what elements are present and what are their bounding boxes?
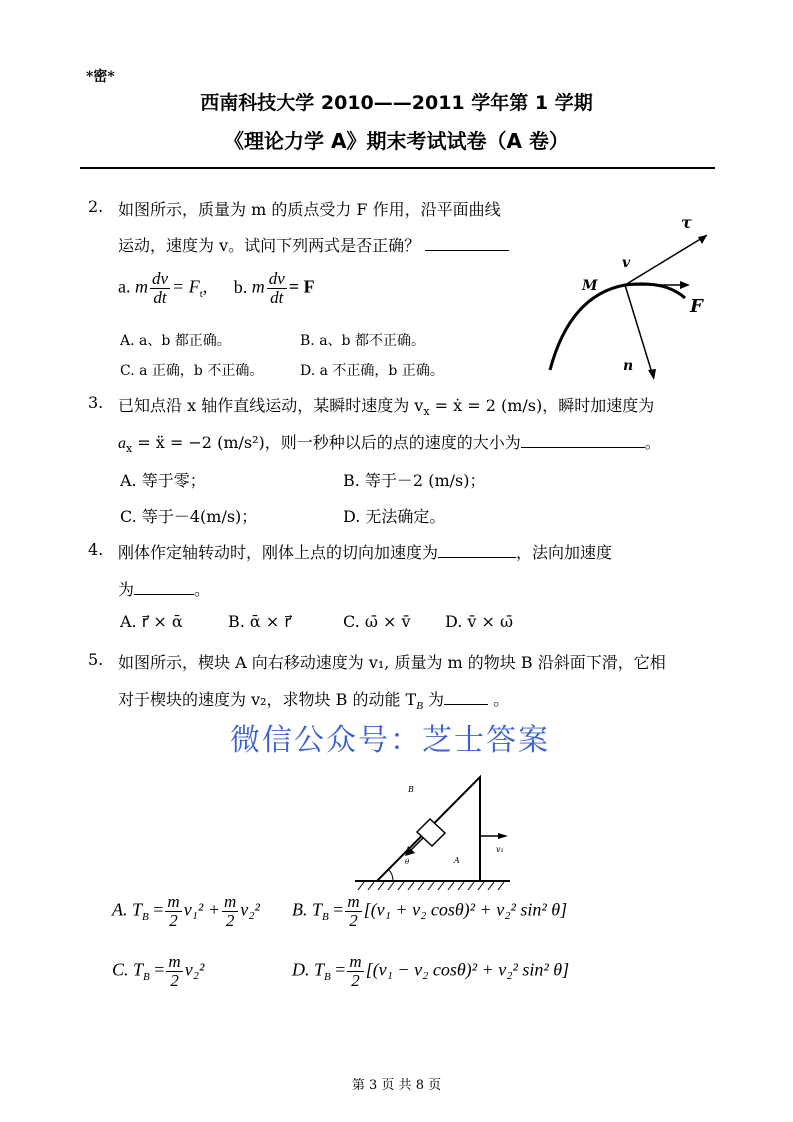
- answer-blank[interactable]: [134, 580, 194, 595]
- text: ，法向加速度: [516, 543, 613, 562]
- v1-label: v₁: [496, 845, 504, 854]
- question-text: [118, 393, 654, 418]
- text: = ẍ = −2 (m/s²)，则一秒种以后的点的速度的大小为: [132, 433, 521, 452]
- label: B. T: [292, 899, 323, 920]
- option-c[interactable]: C. 等于－4(m/s)；: [120, 507, 258, 526]
- option-b[interactable]: [292, 893, 567, 930]
- f-label: F: [690, 296, 703, 317]
- label: b.: [233, 276, 248, 297]
- text: 为: [118, 580, 135, 599]
- question-text: 如图所示，质量为 m 的质点受力 F 作用，沿平面曲线: [118, 200, 501, 219]
- text: 已知点沿 x 轴作直线运动，某瞬时速度为 v: [118, 396, 424, 415]
- answer-blank[interactable]: [425, 236, 509, 251]
- sub: x: [126, 442, 133, 456]
- option-a[interactable]: A. a、b 都正确。: [120, 333, 231, 349]
- tau-label: τ: [681, 213, 692, 232]
- rhs: = F: [288, 276, 315, 297]
- option-a[interactable]: A. r⃗ × ᾱ: [120, 612, 183, 631]
- block-b-label: B: [408, 785, 414, 794]
- expr: [(v₁ − v₂ cosθ)² + v₂² sin² θ]: [365, 959, 570, 980]
- curve-force-diagram: [540, 210, 720, 385]
- fraction: [347, 953, 363, 990]
- text: a: [118, 435, 126, 452]
- denominator: dt: [153, 288, 167, 307]
- formula-a: [118, 270, 315, 307]
- text: 。: [488, 690, 510, 709]
- numerator: dv: [268, 269, 285, 288]
- option-b[interactable]: B. a、b 都不正确。: [300, 333, 425, 349]
- fraction: [165, 893, 181, 930]
- question-number: 3.: [88, 393, 104, 412]
- numerator: m: [168, 952, 181, 971]
- denominator: 2: [170, 971, 179, 990]
- text: 运动，速度为 v。试问下列两式是否正确？: [118, 236, 421, 255]
- label: D. T: [292, 959, 325, 980]
- eq: =: [149, 959, 165, 980]
- question-text: [118, 687, 509, 712]
- secret-mark: *密*: [86, 69, 115, 85]
- option-d[interactable]: D. 无法确定。: [343, 507, 446, 526]
- numerator: m: [347, 892, 360, 911]
- numerator: m: [223, 892, 237, 911]
- question-text: [118, 233, 509, 256]
- text: 。: [194, 580, 211, 599]
- question-number: 5.: [88, 650, 104, 669]
- denominator: 2: [225, 911, 235, 930]
- expr: v₁² +: [183, 899, 220, 920]
- option-d[interactable]: D. v̄ × ω̄: [445, 612, 514, 631]
- option-c[interactable]: C. ω̄ × v̄: [343, 612, 411, 631]
- sub: x: [423, 405, 430, 419]
- numerator: m: [167, 892, 180, 911]
- exam-subtitle: 《理论力学 A》期末考试试卷（A 卷）: [224, 129, 569, 153]
- expr: v₂²: [184, 959, 205, 980]
- question-text: [118, 430, 661, 455]
- sub: B: [143, 971, 150, 984]
- wedge-a-label: A: [454, 856, 460, 865]
- theta-label: θ: [405, 858, 410, 866]
- n-label: n: [623, 358, 634, 374]
- option-d[interactable]: [292, 953, 569, 990]
- fraction: [345, 893, 361, 930]
- question-number: 2.: [88, 197, 104, 216]
- option-a[interactable]: A. 等于零；: [120, 471, 206, 490]
- eq: =: [330, 959, 346, 980]
- fraction: [150, 270, 170, 307]
- label: A. T: [112, 899, 143, 920]
- fraction: [267, 270, 287, 307]
- question-text: 如图所示，楔块 A 向右移动速度为 v₁, 质量为 m 的物块 B 沿斜面下滑，它相: [118, 653, 666, 672]
- numerator: m: [349, 952, 362, 971]
- label: C. T: [112, 959, 144, 980]
- m: m: [135, 276, 148, 297]
- text: = ẋ = 2 (m/s)，瞬时加速度为: [429, 396, 655, 415]
- expr: [(v₁ + v₂ cosθ)² + v₂² sin² θ]: [363, 899, 568, 920]
- text: 对于楔块的速度为 v₂，求物块 B 的动能 T: [118, 690, 417, 709]
- denominator: 2: [169, 911, 178, 930]
- m-point-label: M: [582, 278, 598, 294]
- page-footer: 第 3 页 共 8 页: [351, 1078, 442, 1093]
- sub: B: [322, 911, 329, 924]
- sub: B: [142, 911, 149, 924]
- v-label: v: [622, 255, 631, 271]
- question-number: 4.: [88, 540, 104, 559]
- denominator: 2: [351, 971, 360, 990]
- option-d[interactable]: D. a 不正确，b 正确。: [300, 363, 444, 379]
- answer-blank[interactable]: [438, 543, 516, 558]
- question-text: [118, 577, 210, 600]
- sub: B: [324, 971, 331, 984]
- text: 为: [422, 690, 445, 709]
- numerator: dv: [152, 269, 169, 288]
- m: m: [251, 276, 265, 297]
- option-b[interactable]: B. 等于－2 (m/s)；: [343, 471, 486, 490]
- sub: t: [199, 288, 203, 301]
- option-b[interactable]: B. ᾱ × r⃗: [228, 612, 291, 631]
- wedge-diagram: [350, 770, 520, 890]
- option-c[interactable]: [112, 953, 204, 990]
- fraction: [166, 953, 182, 990]
- rhs: = F: [172, 276, 200, 297]
- page-title: 西南科技大学 2010——2011 学年第 1 学期: [200, 92, 593, 114]
- eq: =: [148, 899, 164, 920]
- text: 刚体作定轴转动时，刚体上点的切向加速度为: [118, 543, 439, 562]
- label: a.: [118, 276, 131, 297]
- answer-blank[interactable]: [521, 433, 645, 448]
- text: 。: [644, 433, 661, 452]
- comma: ,: [202, 276, 208, 297]
- denominator: dt: [270, 288, 284, 307]
- question-text: [118, 540, 612, 563]
- answer-blank[interactable]: [444, 690, 488, 705]
- fraction: [222, 893, 238, 930]
- watermark: 微信公众号：芝士答案: [230, 723, 550, 758]
- sub: B: [416, 700, 423, 713]
- denominator: 2: [349, 911, 358, 930]
- eq: =: [328, 899, 344, 920]
- header-divider: [80, 167, 715, 169]
- option-a[interactable]: [112, 893, 260, 930]
- option-c[interactable]: C. a 正确，b 不正确。: [120, 363, 264, 379]
- expr: v₂²: [240, 899, 260, 920]
